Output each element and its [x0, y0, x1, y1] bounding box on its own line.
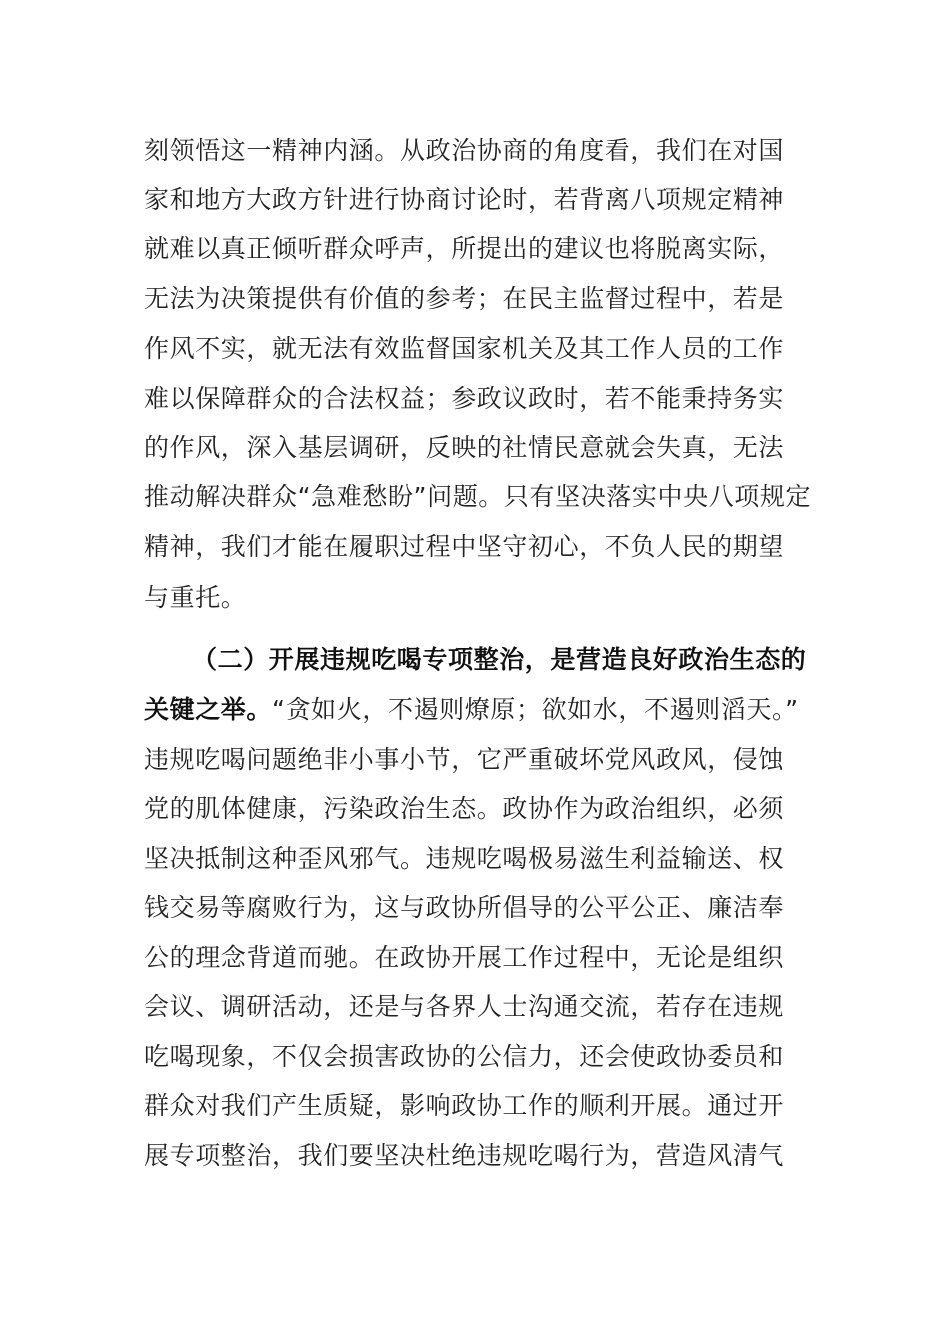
section-heading-end: 关键之举。: [144, 695, 273, 724]
text-line: 与重托。: [144, 583, 247, 612]
text-line: 会议、调研活动，还是与各界人士沟通交流，若存在违规: [144, 992, 785, 1021]
text-line: 展专项整治，我们要坚决杜绝违规吃喝行为，营造风清气: [144, 1141, 785, 1170]
text-line: 群众对我们产生质疑，影响政协工作的顺利开展。通过开: [144, 1091, 785, 1120]
text-line: 家和地方大政方针进行协商讨论时，若背离八项规定精神: [144, 185, 785, 214]
text-line: 无法为决策提供有价值的参考；在民主监督过程中，若是: [144, 284, 785, 313]
text-line: 坚决抵制这种歪风邪气。违规吃喝极易滋生利益输送、权: [144, 844, 785, 873]
text-line: [144, 690, 812, 730]
text-line: 就难以真正倾听群众呼声，所提出的建议也将脱离实际，: [144, 234, 785, 263]
text-line: 吃喝现象，不仅会损害政协的公信力，还会使政协委员和: [144, 1042, 785, 1071]
text-line: 难以保障群众的合法权益；参政议政时，若不能秉持务实: [144, 384, 785, 413]
text-line: 党的肌体健康，污染政治生态。政协作为政治组织，必须: [144, 794, 785, 823]
text-line: 推动解决群众“急难愁盼”问题。只有坚决落实中央八项规定: [144, 482, 812, 511]
text-line: 的作风，深入基层调研，反映的社情民意就会失真，无法: [144, 433, 785, 462]
section-heading: （二）开展违规吃喝专项整治，是营造良好政治生态的: [192, 645, 807, 674]
quote-text: “贪如火，不遏则燎原；欲如水，不遏则滔天。”: [272, 695, 799, 724]
text-line: 钱交易等腐败行为，这与政协所倡导的公平公正、廉洁奉: [144, 893, 785, 922]
text-line: 刻领悟这一精神内涵。从政治协商的角度看，我们在对国: [144, 136, 785, 165]
text-line: 精神，我们才能在履职过程中坚守初心，不负人民的期望: [144, 532, 785, 561]
text-line: 作风不实，就无法有效监督国家机关及其工作人员的工作: [144, 334, 785, 363]
text-line: 违规吃喝问题绝非小事小节，它严重破坏党风政风，侵蚀: [144, 745, 785, 774]
text-line: 公的理念背道而驰。在政协开展工作过程中，无论是组织: [144, 943, 785, 972]
